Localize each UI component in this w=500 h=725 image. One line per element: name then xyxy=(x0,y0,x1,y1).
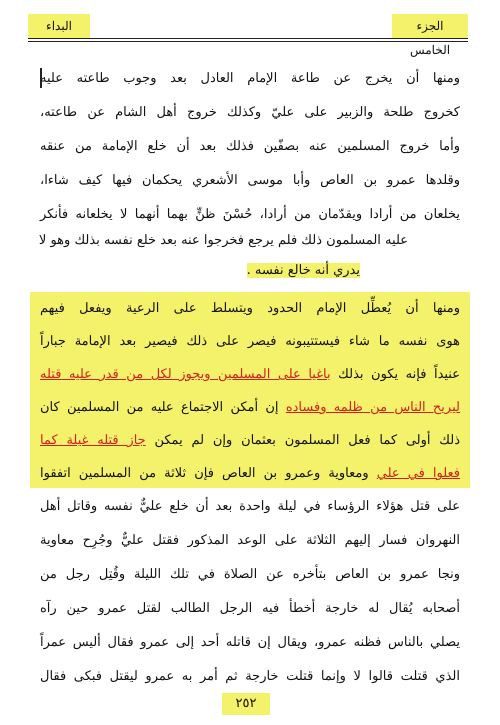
red-underlined-text: فعلوا في علي xyxy=(376,466,460,481)
page-number: ٢٥٢ xyxy=(222,693,270,715)
text-line: ومنها أن يخرج عن طاعة الإمام العادل بعد وجوب طاعته عليه xyxy=(40,71,460,86)
box-line: ليريح الناس من ظلمه وفساده إن أمكن الاجتماع عليه من المسلمين كان xyxy=(40,400,460,415)
header-rule-thin xyxy=(28,41,468,42)
box-line: ومنها أن يُعطِّل الإمام الحدود ويتسلط على الرعية ويفعل فيهم xyxy=(40,301,460,316)
text-line: وأما خروج المسلمين عنه بصفّين فذلك بعد أن خلع الإمامة من عنقه xyxy=(40,139,460,154)
highlighted-text: يدري أنه خالع نفسه . xyxy=(246,263,360,278)
header-left-label: البداء xyxy=(28,14,90,38)
text-line: عليه المسلمون ذلك فلم يرجع فخرجوا عنه بعد خلع نفسه بذلك وهو لا xyxy=(38,233,408,248)
box-line: ذلك أولى كما فعل المسلمون بعثمان وإن لم يمكن جاز قتله غيلة كما xyxy=(40,433,460,448)
text-line: يخلعان من أرادا ويقدّمان من أرادا، حُسْنَ ظنٍّ بهما أنهما لا يخلعانه فأنكر xyxy=(40,207,460,222)
text-line: وقلدها عمرو بن العاص وأبا موسى الأشعري يحكمان فيها كيف شاءا، xyxy=(40,173,460,188)
text-line: أصحابه يُقال له خارجة أخطأ فيه الرجل الطالب لقتل عمرو حين رآه xyxy=(40,601,460,616)
box-line: عنيداً فإنه يكون بذلك باغيا على المسلمين ويجوز لكل من قدر عليه قتله xyxy=(40,367,460,382)
box-line: هوى نفسه ما شاء فيستتيبونه فيصر على ذلك فيصير بعد الإمامة جباراً xyxy=(40,334,460,349)
header-rule xyxy=(28,38,468,39)
text-line-highlighted xyxy=(200,262,360,280)
highlight-box xyxy=(30,292,470,488)
text-line: النهروان فسار إليهم الثلاثة على الوعد المذكور فقتل عليٌّ وجُرِح معاوية xyxy=(40,533,460,548)
header-right-label: الجزء الخامس xyxy=(392,14,468,38)
text-line: على قتل هؤلاء الرؤساء في ليلة واحدة بعد أن خلع عليٌّ نفسه وقاتل أهل xyxy=(40,499,460,514)
text-line: يصلي بالناس فظنه عمرو، ويقال إن قاتله أحد إلى عمرو فقال أليس عمراً xyxy=(40,635,460,650)
box-line: فعلوا في علي ومعاوية وعمرو بن العاص فإن ثلاثة من المسلمين اتفقوا xyxy=(40,466,460,481)
text-line: ونجا عمرو بن العاص بتأخره عن الصلاة في تلك الليلة وقُتِل رجل من xyxy=(40,567,460,582)
red-underlined-text: ليريح الناس من ظلمه وفساده xyxy=(285,400,460,415)
text-line: الذي قتلت قالوا لا وإنما قتلت خارجة ثم أمر به عمرو ليقتل فبكى فقال xyxy=(40,669,460,684)
red-underlined-text: باغيا على المسلمين ويجوز لكل من قدر عليه قتله xyxy=(40,367,331,382)
red-underlined-text: جاز قتله غيلة كما xyxy=(40,433,146,448)
text-line: كخروج طلحة والزبير على عليّ وكذلك خروج أهل الشام عن طاعته، xyxy=(40,105,460,120)
